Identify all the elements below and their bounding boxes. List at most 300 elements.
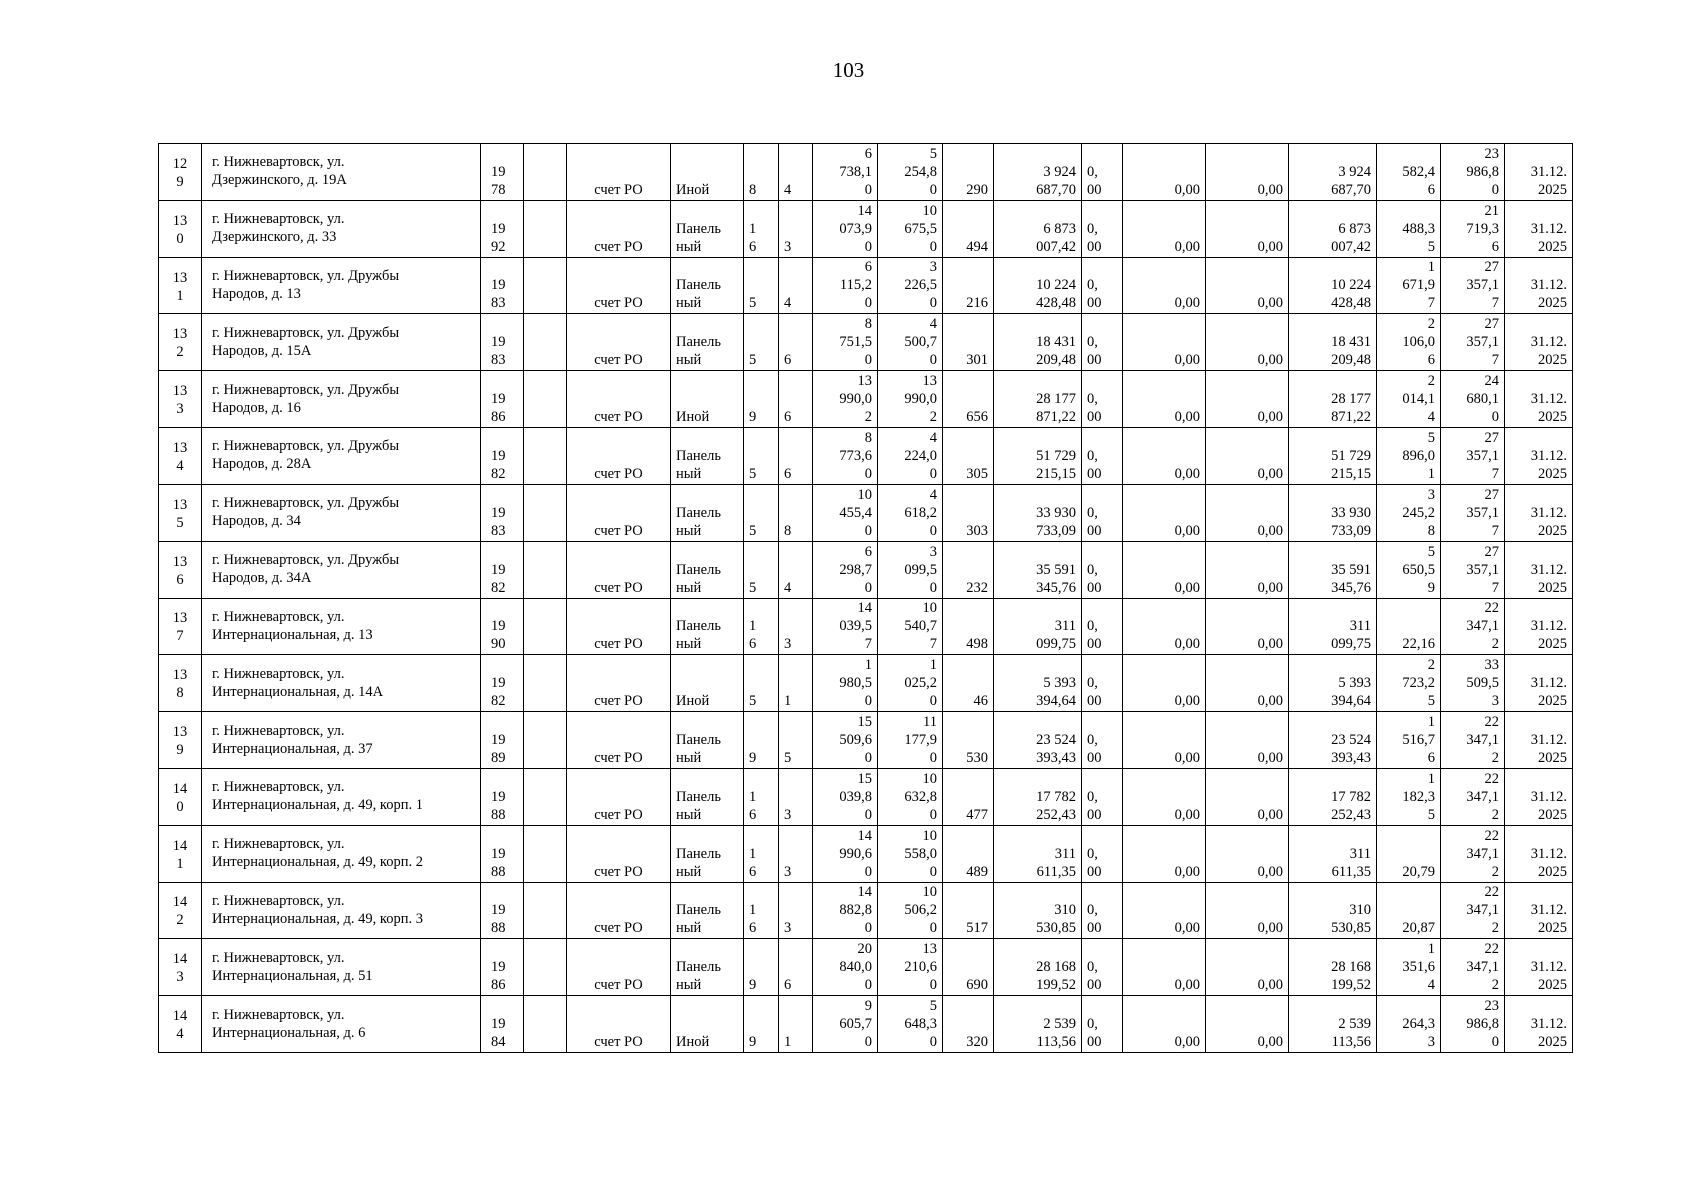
cost-other-cell: 0,00 [1206,314,1289,371]
table-row [159,541,1573,598]
entrances-cell: 6 [779,939,813,996]
entrances-cell: 3 [779,768,813,825]
unit-cost-cell: 582,4 6 [1377,144,1441,201]
cost-owners-cell: 33 930 733,09 [1289,484,1377,541]
cost-fund-cell: 0, 00 [1082,200,1123,257]
cost-budget-cell: 0,00 [1123,144,1206,201]
cost-total-cell: 18 431 209,48 [994,314,1082,371]
address-cell: г. Нижневартовск, ул. Дружбы Народов, д. 13 [202,257,481,314]
cost-owners-cell: 18 431 209,48 [1289,314,1377,371]
entrances-cell: 4 [779,541,813,598]
cost-fund-cell: 0, 00 [1082,882,1123,939]
entrances-cell: 4 [779,257,813,314]
unit-cost-cell: 264,3 3 [1377,996,1441,1053]
commission-year-cell: 19 82 [481,655,524,712]
entrances-cell: 1 [779,655,813,712]
max-unit-cost-cell: 23 986,8 0 [1441,996,1505,1053]
cost-owners-cell: 6 873 007,42 [1289,200,1377,257]
cost-fund-cell: 0, 00 [1082,257,1123,314]
living-area-cell: 3 226,5 0 [878,257,943,314]
funding-method-cell: счет РО [567,371,671,428]
floors-cell: 8 [744,144,779,201]
max-unit-cost-cell: 22 347,1 2 [1441,939,1505,996]
empty-cell-cell [524,314,567,371]
total-area-cell: 6 738,1 0 [813,144,878,201]
cost-fund-cell: 0, 00 [1082,371,1123,428]
address-cell: г. Нижневартовск, ул. Интернациональная, д. 14А [202,655,481,712]
wall-material-cell: Панель ный [671,768,744,825]
total-area-cell: 14 039,5 7 [813,598,878,655]
cost-other-cell: 0,00 [1206,200,1289,257]
empty-cell-cell [524,655,567,712]
max-unit-cost-cell: 27 357,1 7 [1441,257,1505,314]
address-cell: г. Нижневартовск, ул. Интернациональная, д. 37 [202,712,481,769]
empty-cell-cell [524,825,567,882]
row-number-cell: 14 2 [159,882,202,939]
entrances-cell: 4 [779,144,813,201]
residents-count-cell: 494 [943,200,994,257]
wall-material-cell: Панель ный [671,712,744,769]
living-area-cell: 13 990,0 2 [878,371,943,428]
cost-owners-cell: 3 924 687,70 [1289,144,1377,201]
cost-total-cell: 3 924 687,70 [994,144,1082,201]
wall-material-cell: Панель ный [671,428,744,485]
max-unit-cost-cell: 22 347,1 2 [1441,825,1505,882]
cost-total-cell: 28 168 199,52 [994,939,1082,996]
address-cell: г. Нижневартовск, ул. Дружбы Народов, д. 34 [202,484,481,541]
cost-owners-cell: 28 168 199,52 [1289,939,1377,996]
cost-fund-cell: 0, 00 [1082,541,1123,598]
cost-owners-cell: 311 099,75 [1289,598,1377,655]
total-area-cell: 15 039,8 0 [813,768,878,825]
cost-budget-cell: 0,00 [1123,314,1206,371]
empty-cell-cell [524,371,567,428]
floors-cell: 1 6 [744,768,779,825]
unit-cost-cell: 20,87 [1377,882,1441,939]
residents-count-cell: 305 [943,428,994,485]
cost-budget-cell: 0,00 [1123,598,1206,655]
wall-material-cell: Панель ный [671,882,744,939]
unit-cost-cell: 488,3 5 [1377,200,1441,257]
cost-total-cell: 311 099,75 [994,598,1082,655]
address-cell: г. Нижневартовск, ул. Дружбы Народов, д. 15А [202,314,481,371]
cost-owners-cell: 311 611,35 [1289,825,1377,882]
unit-cost-cell: 1 182,3 5 [1377,768,1441,825]
cost-other-cell: 0,00 [1206,712,1289,769]
commission-year-cell: 19 86 [481,371,524,428]
funding-method-cell: счет РО [567,655,671,712]
max-unit-cost-cell: 27 357,1 7 [1441,541,1505,598]
empty-cell-cell [524,882,567,939]
total-area-cell: 14 882,8 0 [813,882,878,939]
cost-other-cell: 0,00 [1206,996,1289,1053]
cost-other-cell: 0,00 [1206,428,1289,485]
deadline-cell: 31.12. 2025 [1505,484,1573,541]
address-cell: г. Нижневартовск, ул. Интернациональная, д. 51 [202,939,481,996]
funding-method-cell: счет РО [567,314,671,371]
cost-fund-cell: 0, 00 [1082,314,1123,371]
row-number-cell: 14 3 [159,939,202,996]
floors-cell: 1 6 [744,825,779,882]
table-row [159,655,1573,712]
total-area-cell: 6 115,2 0 [813,257,878,314]
commission-year-cell: 19 84 [481,996,524,1053]
deadline-cell: 31.12. 2025 [1505,598,1573,655]
empty-cell-cell [524,712,567,769]
unit-cost-cell: 5 896,0 1 [1377,428,1441,485]
cost-owners-cell: 5 393 394,64 [1289,655,1377,712]
table-row [159,200,1573,257]
row-number-cell: 13 1 [159,257,202,314]
max-unit-cost-cell: 21 719,3 6 [1441,200,1505,257]
table-row [159,768,1573,825]
deadline-cell: 31.12. 2025 [1505,768,1573,825]
cost-budget-cell: 0,00 [1123,712,1206,769]
cost-other-cell: 0,00 [1206,939,1289,996]
row-number-cell: 13 8 [159,655,202,712]
funding-method-cell: счет РО [567,882,671,939]
unit-cost-cell: 22,16 [1377,598,1441,655]
funding-method-cell: счет РО [567,484,671,541]
wall-material-cell: Панель ный [671,484,744,541]
table-row [159,371,1573,428]
living-area-cell: 10 540,7 7 [878,598,943,655]
commission-year-cell: 19 92 [481,200,524,257]
address-cell: г. Нижневартовск, ул. Дружбы Народов, д. 16 [202,371,481,428]
commission-year-cell: 19 88 [481,825,524,882]
total-area-cell: 15 509,6 0 [813,712,878,769]
cost-owners-cell: 10 224 428,48 [1289,257,1377,314]
total-area-cell: 13 990,0 2 [813,371,878,428]
address-cell: г. Нижневартовск, ул. Интернациональная, д. 49, корп. 1 [202,768,481,825]
residents-count-cell: 46 [943,655,994,712]
cost-total-cell: 311 611,35 [994,825,1082,882]
cost-total-cell: 5 393 394,64 [994,655,1082,712]
empty-cell-cell [524,257,567,314]
entrances-cell: 6 [779,428,813,485]
cost-budget-cell: 0,00 [1123,484,1206,541]
floors-cell: 5 [744,257,779,314]
address-cell: г. Нижневартовск, ул. Дзержинского, д. 19А [202,144,481,201]
cost-owners-cell: 17 782 252,43 [1289,768,1377,825]
table-row [159,428,1573,485]
address-cell: г. Нижневартовск, ул. Интернациональная, д. 49, корп. 3 [202,882,481,939]
row-number-cell: 13 0 [159,200,202,257]
empty-cell-cell [524,484,567,541]
living-area-cell: 10 632,8 0 [878,768,943,825]
cost-budget-cell: 0,00 [1123,768,1206,825]
cost-other-cell: 0,00 [1206,768,1289,825]
residents-count-cell: 303 [943,484,994,541]
floors-cell: 1 6 [744,598,779,655]
funding-method-cell: счет РО [567,598,671,655]
table-row [159,996,1573,1053]
cost-owners-cell: 35 591 345,76 [1289,541,1377,598]
deadline-cell: 31.12. 2025 [1505,200,1573,257]
empty-cell-cell [524,541,567,598]
deadline-cell: 31.12. 2025 [1505,712,1573,769]
wall-material-cell: Панель ный [671,314,744,371]
empty-cell-cell [524,939,567,996]
commission-year-cell: 19 83 [481,257,524,314]
max-unit-cost-cell: 22 347,1 2 [1441,882,1505,939]
cost-other-cell: 0,00 [1206,598,1289,655]
living-area-cell: 11 177,9 0 [878,712,943,769]
residents-count-cell: 530 [943,712,994,769]
cost-owners-cell: 51 729 215,15 [1289,428,1377,485]
table-row [159,484,1573,541]
wall-material-cell: Панель ный [671,598,744,655]
entrances-cell: 3 [779,825,813,882]
total-area-cell: 14 990,6 0 [813,825,878,882]
address-cell: г. Нижневартовск, ул. Дзержинского, д. 33 [202,200,481,257]
floors-cell: 5 [744,484,779,541]
entrances-cell: 3 [779,882,813,939]
cost-budget-cell: 0,00 [1123,428,1206,485]
cost-fund-cell: 0, 00 [1082,939,1123,996]
deadline-cell: 31.12. 2025 [1505,541,1573,598]
cost-budget-cell: 0,00 [1123,200,1206,257]
empty-cell-cell [524,768,567,825]
wall-material-cell: Панель ный [671,939,744,996]
living-area-cell: 4 500,7 0 [878,314,943,371]
cost-budget-cell: 0,00 [1123,541,1206,598]
funding-method-cell: счет РО [567,257,671,314]
deadline-cell: 31.12. 2025 [1505,939,1573,996]
total-area-cell: 1 980,5 0 [813,655,878,712]
total-area-cell: 9 605,7 0 [813,996,878,1053]
living-area-cell: 4 224,0 0 [878,428,943,485]
deadline-cell: 31.12. 2025 [1505,371,1573,428]
floors-cell: 1 6 [744,882,779,939]
cost-fund-cell: 0, 00 [1082,996,1123,1053]
entrances-cell: 3 [779,200,813,257]
funding-method-cell: счет РО [567,428,671,485]
wall-material-cell: Панель ный [671,257,744,314]
unit-cost-cell: 3 245,2 8 [1377,484,1441,541]
empty-cell-cell [524,996,567,1053]
commission-year-cell: 19 89 [481,712,524,769]
commission-year-cell: 19 88 [481,768,524,825]
total-area-cell: 14 073,9 0 [813,200,878,257]
row-number-cell: 14 1 [159,825,202,882]
cost-other-cell: 0,00 [1206,655,1289,712]
table-row [159,939,1573,996]
living-area-cell: 3 099,5 0 [878,541,943,598]
entrances-cell: 6 [779,314,813,371]
max-unit-cost-cell: 33 509,5 3 [1441,655,1505,712]
total-area-cell: 8 773,6 0 [813,428,878,485]
cost-owners-cell: 2 539 113,56 [1289,996,1377,1053]
address-cell: г. Нижневартовск, ул. Интернациональная, д. 6 [202,996,481,1053]
table-row [159,882,1573,939]
cost-fund-cell: 0, 00 [1082,598,1123,655]
living-area-cell: 10 558,0 0 [878,825,943,882]
unit-cost-cell: 5 650,5 9 [1377,541,1441,598]
max-unit-cost-cell: 22 347,1 2 [1441,712,1505,769]
row-number-cell: 12 9 [159,144,202,201]
table-body [159,144,1573,1053]
residents-count-cell: 690 [943,939,994,996]
residents-count-cell: 656 [943,371,994,428]
table-row [159,144,1573,201]
cost-owners-cell: 23 524 393,43 [1289,712,1377,769]
table-row [159,257,1573,314]
cost-fund-cell: 0, 00 [1082,428,1123,485]
cost-fund-cell: 0, 00 [1082,712,1123,769]
living-area-cell: 4 618,2 0 [878,484,943,541]
living-area-cell: 10 675,5 0 [878,200,943,257]
floors-cell: 5 [744,314,779,371]
cost-fund-cell: 0, 00 [1082,655,1123,712]
total-area-cell: 8 751,5 0 [813,314,878,371]
cost-budget-cell: 0,00 [1123,996,1206,1053]
cost-other-cell: 0,00 [1206,144,1289,201]
cost-owners-cell: 310 530,85 [1289,882,1377,939]
wall-material-cell: Панель ный [671,200,744,257]
unit-cost-cell: 2 723,2 5 [1377,655,1441,712]
cost-total-cell: 23 524 393,43 [994,712,1082,769]
deadline-cell: 31.12. 2025 [1505,882,1573,939]
deadline-cell: 31.12. 2025 [1505,996,1573,1053]
cost-fund-cell: 0, 00 [1082,768,1123,825]
cost-total-cell: 10 224 428,48 [994,257,1082,314]
unit-cost-cell: 20,79 [1377,825,1441,882]
empty-cell-cell [524,598,567,655]
residents-count-cell: 517 [943,882,994,939]
cost-fund-cell: 0, 00 [1082,144,1123,201]
residents-count-cell: 301 [943,314,994,371]
cost-fund-cell: 0, 00 [1082,484,1123,541]
deadline-cell: 31.12. 2025 [1505,314,1573,371]
cost-fund-cell: 0, 00 [1082,825,1123,882]
wall-material-cell: Иной [671,371,744,428]
commission-year-cell: 19 88 [481,882,524,939]
max-unit-cost-cell: 27 357,1 7 [1441,428,1505,485]
table-row [159,825,1573,882]
deadline-cell: 31.12. 2025 [1505,655,1573,712]
living-area-cell: 13 210,6 0 [878,939,943,996]
total-area-cell: 20 840,0 0 [813,939,878,996]
wall-material-cell: Иной [671,655,744,712]
address-cell: г. Нижневартовск, ул. Интернациональная, д. 13 [202,598,481,655]
unit-cost-cell: 1 351,6 4 [1377,939,1441,996]
cost-other-cell: 0,00 [1206,882,1289,939]
address-cell: г. Нижневартовск, ул. Интернациональная, д. 49, корп. 2 [202,825,481,882]
residents-count-cell: 232 [943,541,994,598]
funding-method-cell: счет РО [567,712,671,769]
entrances-cell: 3 [779,598,813,655]
commission-year-cell: 19 78 [481,144,524,201]
residents-count-cell: 498 [943,598,994,655]
entrances-cell: 8 [779,484,813,541]
cost-other-cell: 0,00 [1206,371,1289,428]
living-area-cell: 10 506,2 0 [878,882,943,939]
funding-method-cell: счет РО [567,144,671,201]
max-unit-cost-cell: 23 986,8 0 [1441,144,1505,201]
wall-material-cell: Иной [671,996,744,1053]
empty-cell-cell [524,428,567,485]
row-number-cell: 13 5 [159,484,202,541]
residents-count-cell: 477 [943,768,994,825]
row-number-cell: 13 4 [159,428,202,485]
living-area-cell: 5 648,3 0 [878,996,943,1053]
funding-method-cell: счет РО [567,939,671,996]
funding-method-cell: счет РО [567,541,671,598]
address-cell: г. Нижневартовск, ул. Дружбы Народов, д. 28А [202,428,481,485]
entrances-cell: 1 [779,996,813,1053]
wall-material-cell: Панель ный [671,825,744,882]
floors-cell: 9 [744,939,779,996]
wall-material-cell: Панель ный [671,541,744,598]
funding-method-cell: счет РО [567,768,671,825]
floors-cell: 1 6 [744,200,779,257]
floors-cell: 9 [744,712,779,769]
empty-cell-cell [524,144,567,201]
entrances-cell: 6 [779,371,813,428]
cost-total-cell: 2 539 113,56 [994,996,1082,1053]
deadline-cell: 31.12. 2025 [1505,144,1573,201]
deadline-cell: 31.12. 2025 [1505,257,1573,314]
cost-total-cell: 33 930 733,09 [994,484,1082,541]
residents-count-cell: 489 [943,825,994,882]
unit-cost-cell: 1 671,9 7 [1377,257,1441,314]
row-number-cell: 13 2 [159,314,202,371]
housing-repair-table [158,143,1573,1053]
cost-total-cell: 310 530,85 [994,882,1082,939]
cost-budget-cell: 0,00 [1123,939,1206,996]
cost-other-cell: 0,00 [1206,484,1289,541]
unit-cost-cell: 2 014,1 4 [1377,371,1441,428]
page-number: 103 [832,58,865,82]
cost-budget-cell: 0,00 [1123,825,1206,882]
cost-budget-cell: 0,00 [1123,371,1206,428]
unit-cost-cell: 1 516,7 6 [1377,712,1441,769]
floors-cell: 9 [744,996,779,1053]
floors-cell: 9 [744,371,779,428]
living-area-cell: 5 254,8 0 [878,144,943,201]
row-number-cell: 13 9 [159,712,202,769]
funding-method-cell: счет РО [567,825,671,882]
cost-other-cell: 0,00 [1206,257,1289,314]
address-cell: г. Нижневартовск, ул. Дружбы Народов, д. 34А [202,541,481,598]
cost-budget-cell: 0,00 [1123,655,1206,712]
funding-method-cell: счет РО [567,996,671,1053]
total-area-cell: 6 298,7 0 [813,541,878,598]
row-number-cell: 13 6 [159,541,202,598]
cost-other-cell: 0,00 [1206,825,1289,882]
cost-owners-cell: 28 177 871,22 [1289,371,1377,428]
cost-total-cell: 17 782 252,43 [994,768,1082,825]
max-unit-cost-cell: 22 347,1 2 [1441,598,1505,655]
deadline-cell: 31.12. 2025 [1505,825,1573,882]
floors-cell: 5 [744,655,779,712]
commission-year-cell: 19 90 [481,598,524,655]
row-number-cell: 14 4 [159,996,202,1053]
cost-budget-cell: 0,00 [1123,882,1206,939]
deadline-cell: 31.12. 2025 [1505,428,1573,485]
floors-cell: 5 [744,428,779,485]
commission-year-cell: 19 82 [481,428,524,485]
cost-total-cell: 51 729 215,15 [994,428,1082,485]
entrances-cell: 5 [779,712,813,769]
max-unit-cost-cell: 22 347,1 2 [1441,768,1505,825]
wall-material-cell: Иной [671,144,744,201]
empty-cell-cell [524,200,567,257]
floors-cell: 5 [744,541,779,598]
residents-count-cell: 320 [943,996,994,1053]
commission-year-cell: 19 83 [481,314,524,371]
